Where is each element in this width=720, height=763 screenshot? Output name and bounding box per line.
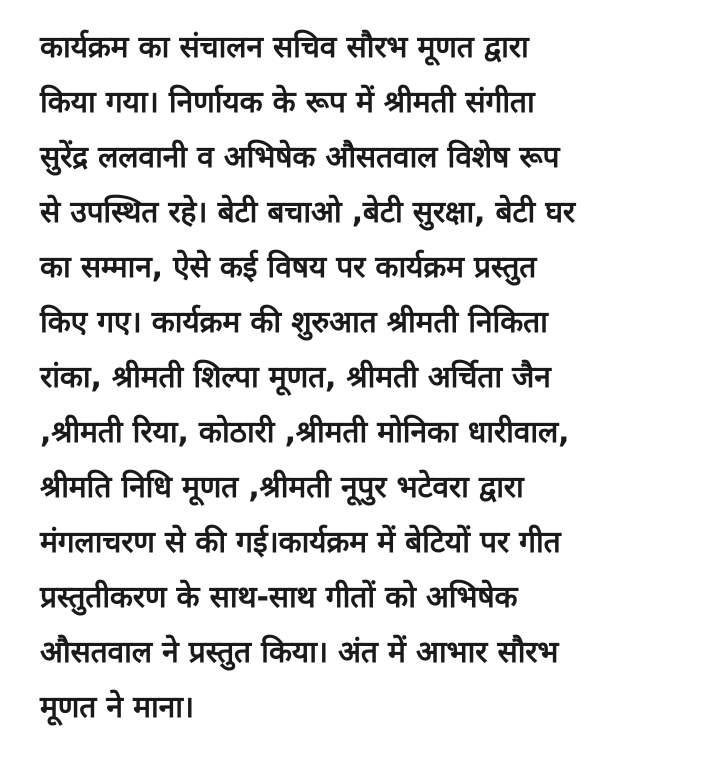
text-line: कार्यक्रम का संचालन सचिव सौरभ मूणत द्वारा [40,30,529,65]
text-line: रांका, श्रीमती शिल्पा मूणत, श्रीमती अर्चिता जैन [40,360,551,395]
text-line: से उपस्थित रहे। बेटी बचाओ ,बेटी सुरक्षा, बेटी घर [40,195,575,230]
text-line: मंगलाचरण से की गई।कार्यक्रम में बेटियों पर गीत [40,525,561,560]
text-line: श्रीमति निधि मूणत ,श्रीमती नूपुर भटेवरा द्वारा [40,470,524,505]
text-line: ,श्रीमती रिया, कोठारी ,श्रीमती मोनिका धारीवाल, [40,415,570,450]
text-line: औसतवाल ने प्रस्तुत किया। अंत में आभार सौरभ [40,635,559,670]
text-line: मूणत ने माना। [40,690,194,725]
text-line: किया गया। निर्णायक के रूप में श्रीमती संगीता [40,85,535,120]
text-line: का सम्मान, ऐसे कई विषय पर कार्यक्रम प्रस्तुत [40,250,537,285]
text-line: किए गए। कार्यक्रम की शुरुआत श्रीमती निकिता [40,305,548,340]
text-line: सुरेंद्र ललवानी व अभिषेक औसतवाल विशेष रूप [40,140,560,175]
article-text [40,20,700,735]
text-line: प्रस्तुतीकरण के साथ-साथ गीतों को अभिषेक [40,580,518,615]
